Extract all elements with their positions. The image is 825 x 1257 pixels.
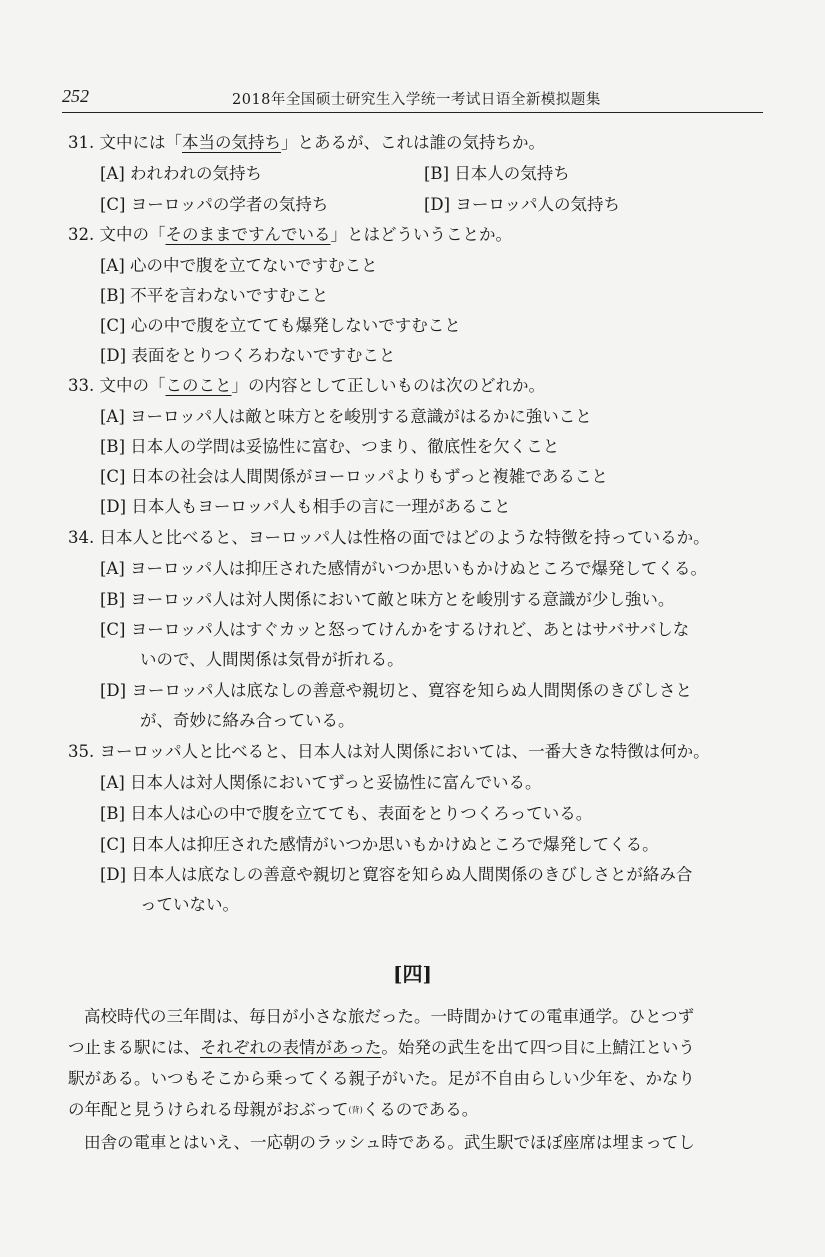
passage-line-2: つ止まる駅には、それぞれの表情があった。始発の武生を出て四つ目に上鯖江という	[68, 1038, 695, 1057]
q31-option-a: [A] われわれの気持ち	[100, 164, 263, 183]
question-32: 32. 文中の「そのままですんでいる」とはどういうことか。	[68, 225, 512, 244]
question-31: 31. 文中には「本当の気持ち」とあるが、これは誰の気持ちか。	[68, 133, 545, 152]
section-title: [四]	[393, 962, 432, 986]
q34-option-d-continued: が、奇妙に絡み合っている。	[140, 711, 355, 730]
passage-line-4: の年配と見うけられる母親がおぶって(背)くるのである。	[68, 1100, 479, 1119]
page-header	[62, 86, 763, 113]
underlined-phrase: そのままですんでいる	[165, 225, 331, 244]
q33-option-a: [A] ヨーロッパ人は敵と味方とを峻別する意識がはるかに強いこと	[100, 407, 592, 426]
question-33: 33. 文中の「このこと」の内容として正しいものは次のどれか。	[68, 376, 545, 395]
q32-option-b: [B] 不平を言わないですむこと	[100, 286, 329, 305]
underlined-phrase: それぞれの表情があった	[200, 1038, 382, 1057]
q34-option-c: [C] ヨーロッパ人はすぐカッと怒ってけんかをするけれど、あとはサバサバしな	[100, 620, 690, 639]
book-title: 2018年全国硕士研究生入学统一考试日语全新模拟题集	[232, 92, 601, 108]
q34-option-d: [D] ヨーロッパ人は底なしの善意や親切と、寛容を知らぬ人間関係のきびしさと	[100, 681, 693, 700]
q32-option-c: [C] 心の中で腹を立てても爆発しないですむこと	[100, 316, 461, 335]
q35-option-c: [C] 日本人は抑圧された感情がいつか思いもかけぬところで爆発してくる。	[100, 835, 659, 854]
q31-option-c: [C] ヨーロッパの学者の気持ち	[100, 195, 329, 214]
underlined-phrase: 本当の気持ち	[182, 133, 281, 152]
passage-line-3: 駅がある。いつもそこから乗ってくる親子がいた。足が不自由らしい少年を、かなり	[68, 1069, 695, 1088]
passage-line-5: 田舎の電車とはいえ、一応朝のラッシュ時である。武生駅でほぼ座席は埋まってし	[84, 1133, 695, 1152]
q34-option-c-continued: いので、人間関係は気骨が折れる。	[140, 650, 404, 669]
page-number: 252	[62, 86, 89, 106]
q35-option-d-continued: っていない。	[140, 895, 239, 914]
question-35: 35. ヨーロッパ人と比べると、日本人は対人関係においては、一番大きな特徴は何か。	[68, 742, 710, 761]
q35-option-a: [A] 日本人は対人関係においてずっと妥協性に富んでいる。	[100, 773, 542, 792]
q33-option-c: [C] 日本の社会は人間関係がヨーロッパよりもずっと複雑であること	[100, 467, 608, 486]
q31-option-d: [D] ヨーロッパ人の気持ち	[424, 195, 621, 214]
passage-line-1: 高校時代の三年間は、毎日が小さな旅だった。一時間かけての電車通学。ひとつず	[84, 1007, 695, 1026]
q34-option-b: [B] ヨーロッパ人は対人関係において敵と味方とを峻別する意識が少し強い。	[100, 590, 675, 609]
q32-option-a: [A] 心の中で腹を立てないですむこと	[100, 256, 378, 275]
q35-option-d: [D] 日本人は底なしの善意や親切と寛容を知らぬ人間関係のきびしさとが絡み合	[100, 865, 693, 884]
q32-option-d: [D] 表面をとりつくろわないですむこと	[100, 346, 396, 365]
q33-option-d: [D] 日本人もヨーロッパ人も相手の言に一理があること	[100, 497, 511, 516]
ruby-annotation: (背)	[348, 1105, 363, 1115]
q34-option-a: [A] ヨーロッパ人は抑圧された感情がいつか思いもかけぬところで爆発してくる。	[100, 559, 708, 578]
q35-option-b: [B] 日本人は心の中で腹を立てても、表面をとりつくろっている。	[100, 804, 593, 823]
q31-option-b: [B] 日本人の気持ち	[424, 164, 570, 183]
question-34: 34. 日本人と比べると、ヨーロッパ人は性格の面ではどのような特徴を持っているか。	[68, 528, 710, 547]
q33-option-b: [B] 日本人の学問は妥協性に富む、つまり、徹底性を欠くこと	[100, 437, 560, 456]
underlined-phrase: このこと	[165, 376, 232, 395]
